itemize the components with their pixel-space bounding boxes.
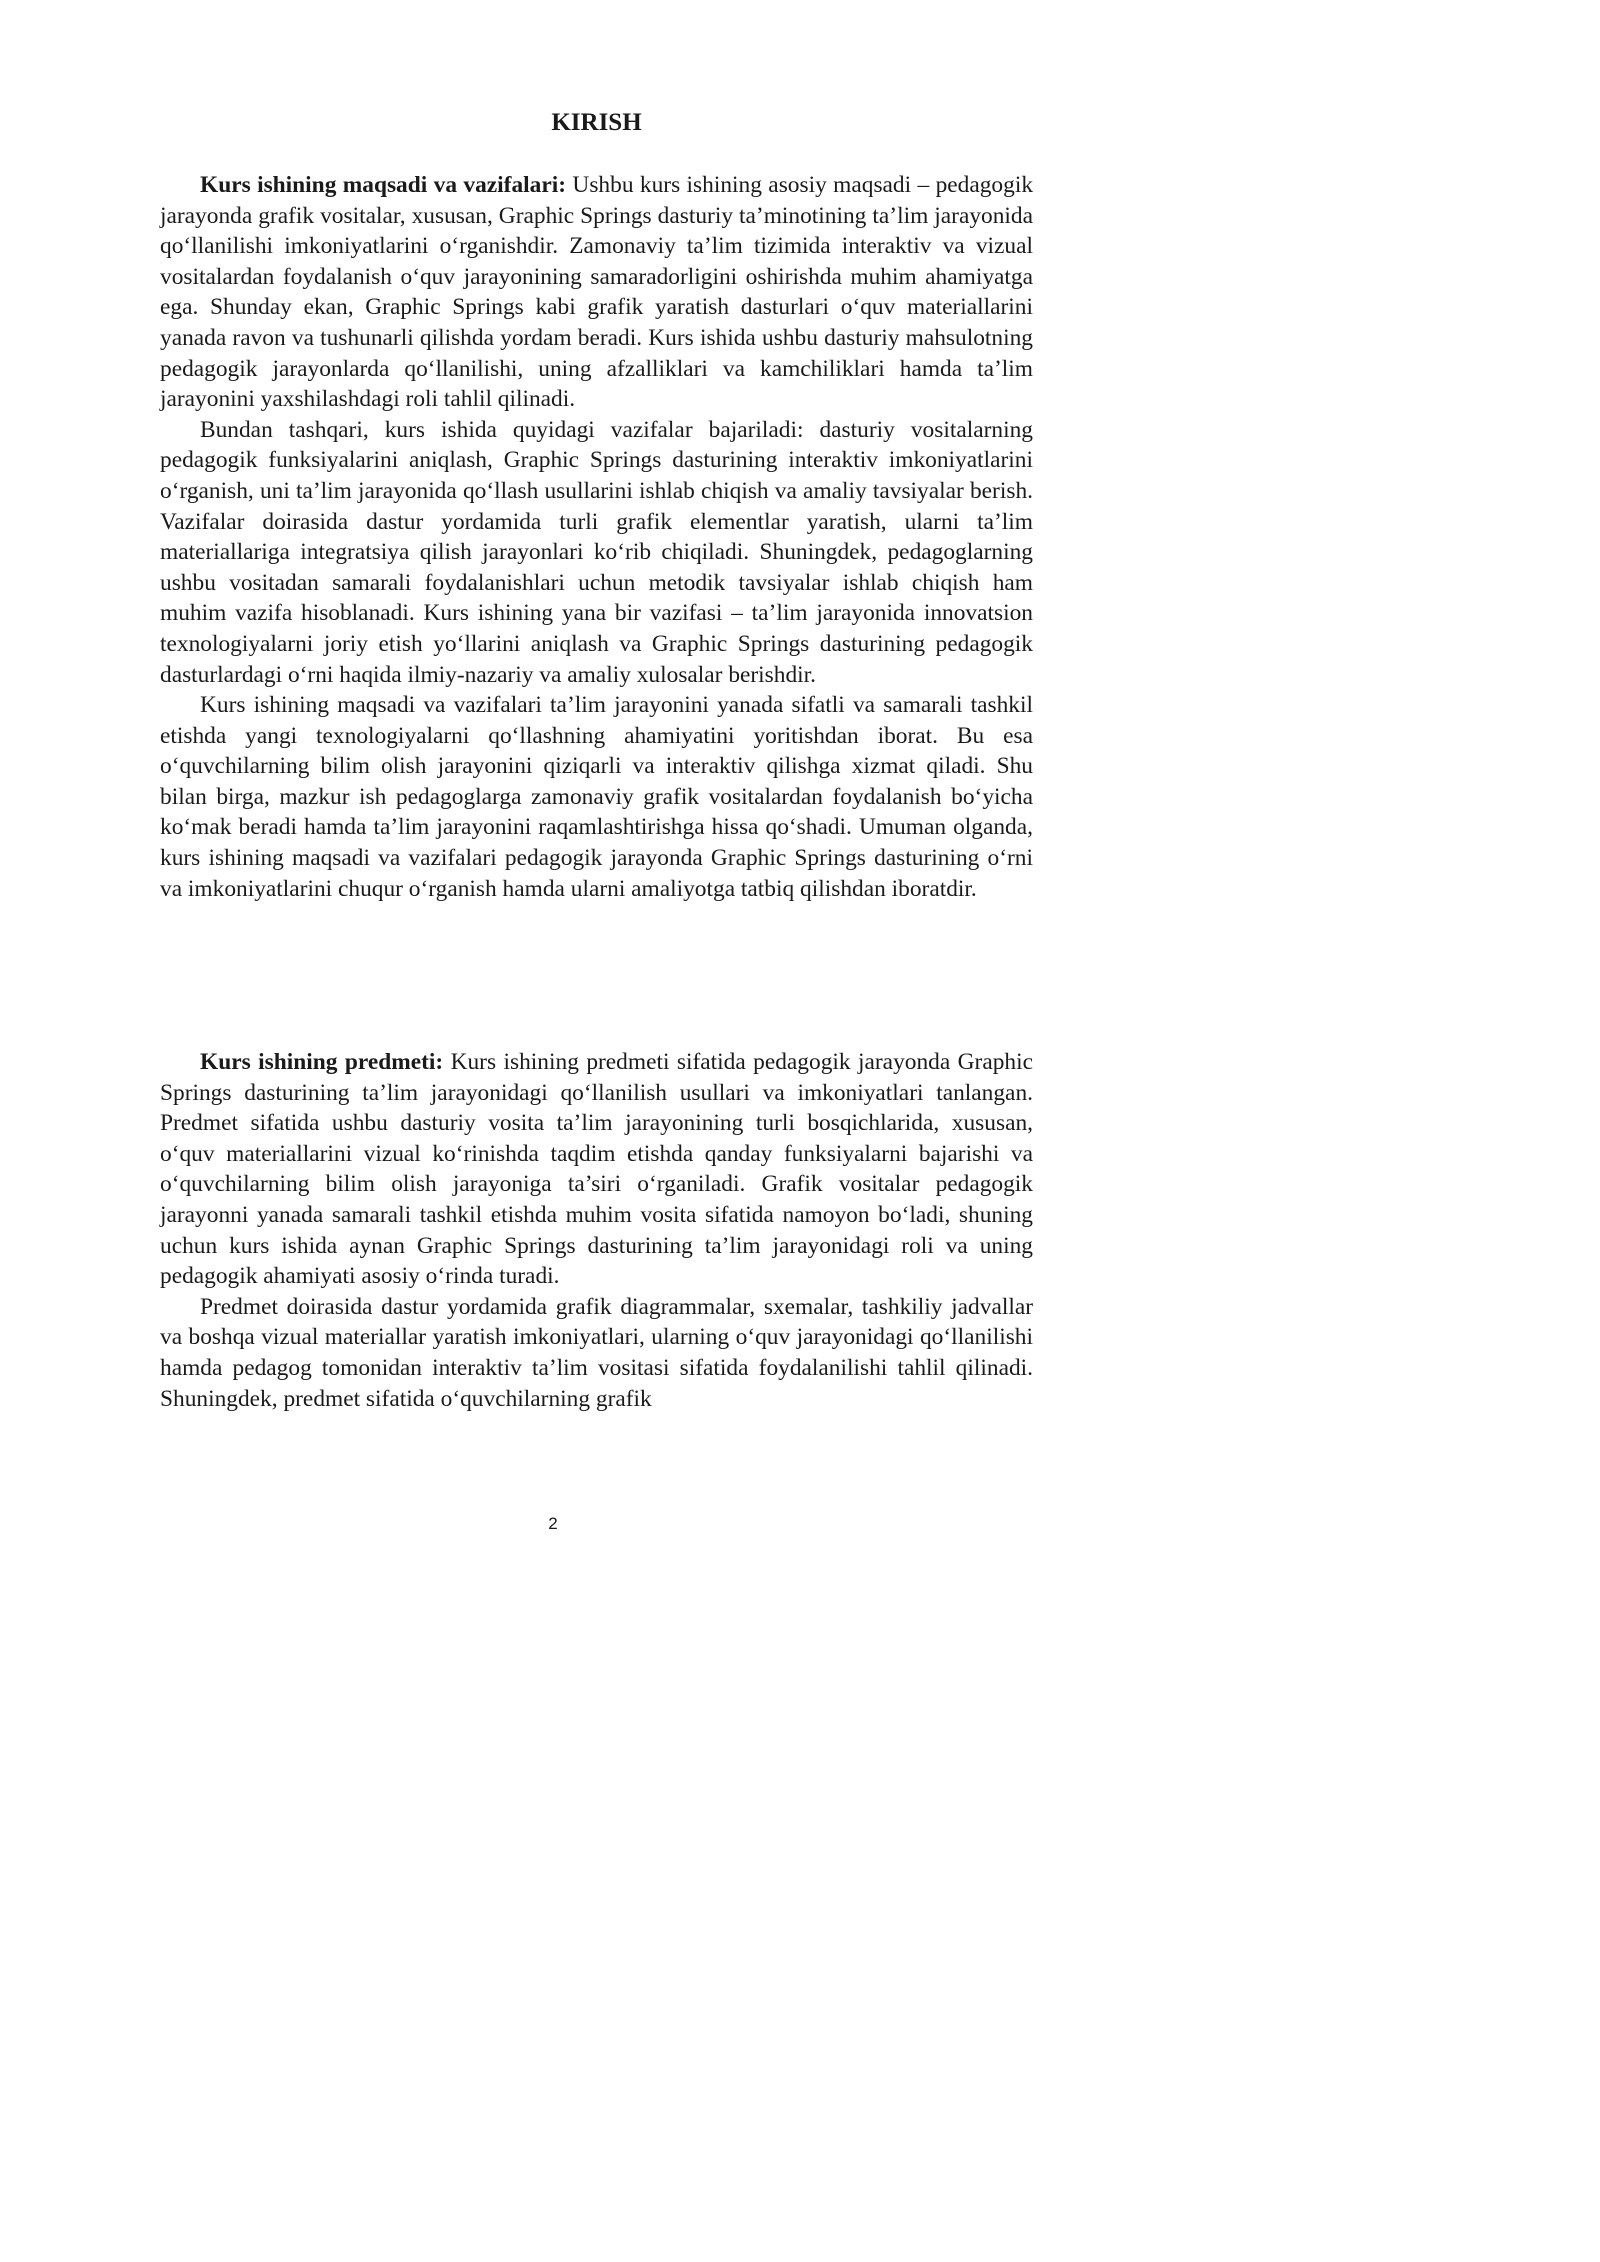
goals-paragraph-3: Kurs ishining maqsadi va vazifalari ta’lim jarayonini yanada sifatli va samarali tashkil etishda yangi texnologiyalarni qo‘llashning ahamiyatini yoritishdan iborat. Bu esa o‘quvchilarning bilim olish jarayonini qiziqarli va interaktiv qilishga xizmat qiladi. Shu bilan birga, mazkur ish pedagoglarga zamonaviy grafik vositalardan foydalanish bo‘yicha ko‘mak beradi hamda ta’lim jarayonini raqamlashtirishga hissa qo‘shadi. Umuman olganda, kurs ishining maqsadi va vazifalari pedagogik jarayonda Graphic Springs dasturining o‘rni va imkoniyatlarini chuqur o‘rganish hamda ularni amaliyotga tatbiq qilishdan iboratdir. — [160, 692, 1033, 902]
goals-paragraph-1 — [160, 170, 1033, 415]
subject-paragraph-2: Predmet doirasida dastur yordamida grafik diagrammalar, sxemalar, tashkiliy jadvallar va boshqa vizual materiallar yaratish imkoniyatlari, ularning o‘quv jarayonidagi qo‘llanilishi hamda pedagog tomonidan interaktiv ta’lim vositasi sifatida foydalanilishi tahlil qilinadi. Shuningdek, predmet sifatida o‘quvchilarning grafik — [160, 1293, 1033, 1412]
goals-heading: Kurs ishining maqsadi va vazifalari: — [200, 172, 567, 198]
subject-section — [160, 1047, 1033, 1414]
goals-paragraph-1-text: Ushbu kurs ishining asosiy maqsadi – pedagogik jarayonda grafik vositalar, xususan, Graphic Springs dasturiy ta’minotining ta’lim jarayonida qo‘llanilishi imkoniyatlarini o‘rganishdir. Zamonaviy ta’lim tizimida interaktiv va vizual vositalardan foydalanish o‘quv jarayonining samaradorligini oshirishda muhim ahamiyatga ega. Shunday ekan, Graphic Springs kabi grafik yaratish dasturlari o‘quv materiallarini yanada ravon va tushunarli qilishda yordam beradi. Kurs ishida ushbu dasturiy mahsulotning pedagogik jarayonlarda qo‘llanilishi, uning afzalliklari va kamchiliklari hamda ta’lim jarayonini yaxshilashdagi roli tahlil qilinadi. — [160, 172, 1034, 413]
document-page — [0, 0, 1106, 1563]
subject-heading: Kurs ishining predmeti: — [200, 1049, 444, 1075]
page-title: KIRISH — [551, 109, 642, 136]
page-number: 2 — [548, 1514, 558, 1533]
subject-paragraph-1-text: Kurs ishining predmeti sifatida pedagogik jarayonda Graphic Springs dasturining ta’lim jarayonidagi qo‘llanilish usullari va imkoniyatlari tanlangan. Predmet sifatida ushbu dasturiy vosita ta’lim jarayonining turli bosqichlarida, xususan, o‘quv materiallarini vizual ko‘rinishda taqdim etishda qanday funksiyalarni bajarishi va o‘quvchilarning bilim olish jarayoniga ta’siri o‘rganiladi. Grafik vositalar pedagogik jarayonni yanada samarali tashkil etishda muhim vosita sifatida namoyon bo‘ladi, shuning uchun kurs ishida aynan Graphic Springs dasturining ta’lim jarayonidagi roli va uning pedagogik ahamiyati asosiy o‘rinda turadi. — [160, 1049, 1033, 1290]
subject-paragraph-1 — [160, 1047, 1033, 1292]
goals-paragraph-2: Bundan tashqari, kurs ishida quyidagi vazifalar bajariladi: dasturiy vositalarning pedagogik funksiyalarini aniqlash, Graphic Springs dasturining interaktiv imkoniyatlarini o‘rganish, uni ta’lim jarayonida qo‘llash usullarini ishlab chiqish va amaliy tavsiyalar berish. Vazifalar doirasida dastur yordamida turli grafik elementlar yaratish, ularni ta’lim materiallariga integratsiya qilish jarayonlari ko‘rib chiqiladi. Shuningdek, pedagoglarning ushbu vositadan samarali foydalanishlari uchun metodik tavsiyalar ishlab chiqish ham muhim vazifa hisoblanadi. Kurs ishining yana bir vazifasi – ta’lim jarayonida innovatsion texnologiyalarni joriy etish yo‘llarini aniqlash va Graphic Springs dasturining pedagogik dasturlardagi o‘rni haqida ilmiy-nazariy va amaliy xulosalar berishdir. — [160, 416, 1033, 688]
goals-section — [160, 170, 1033, 904]
